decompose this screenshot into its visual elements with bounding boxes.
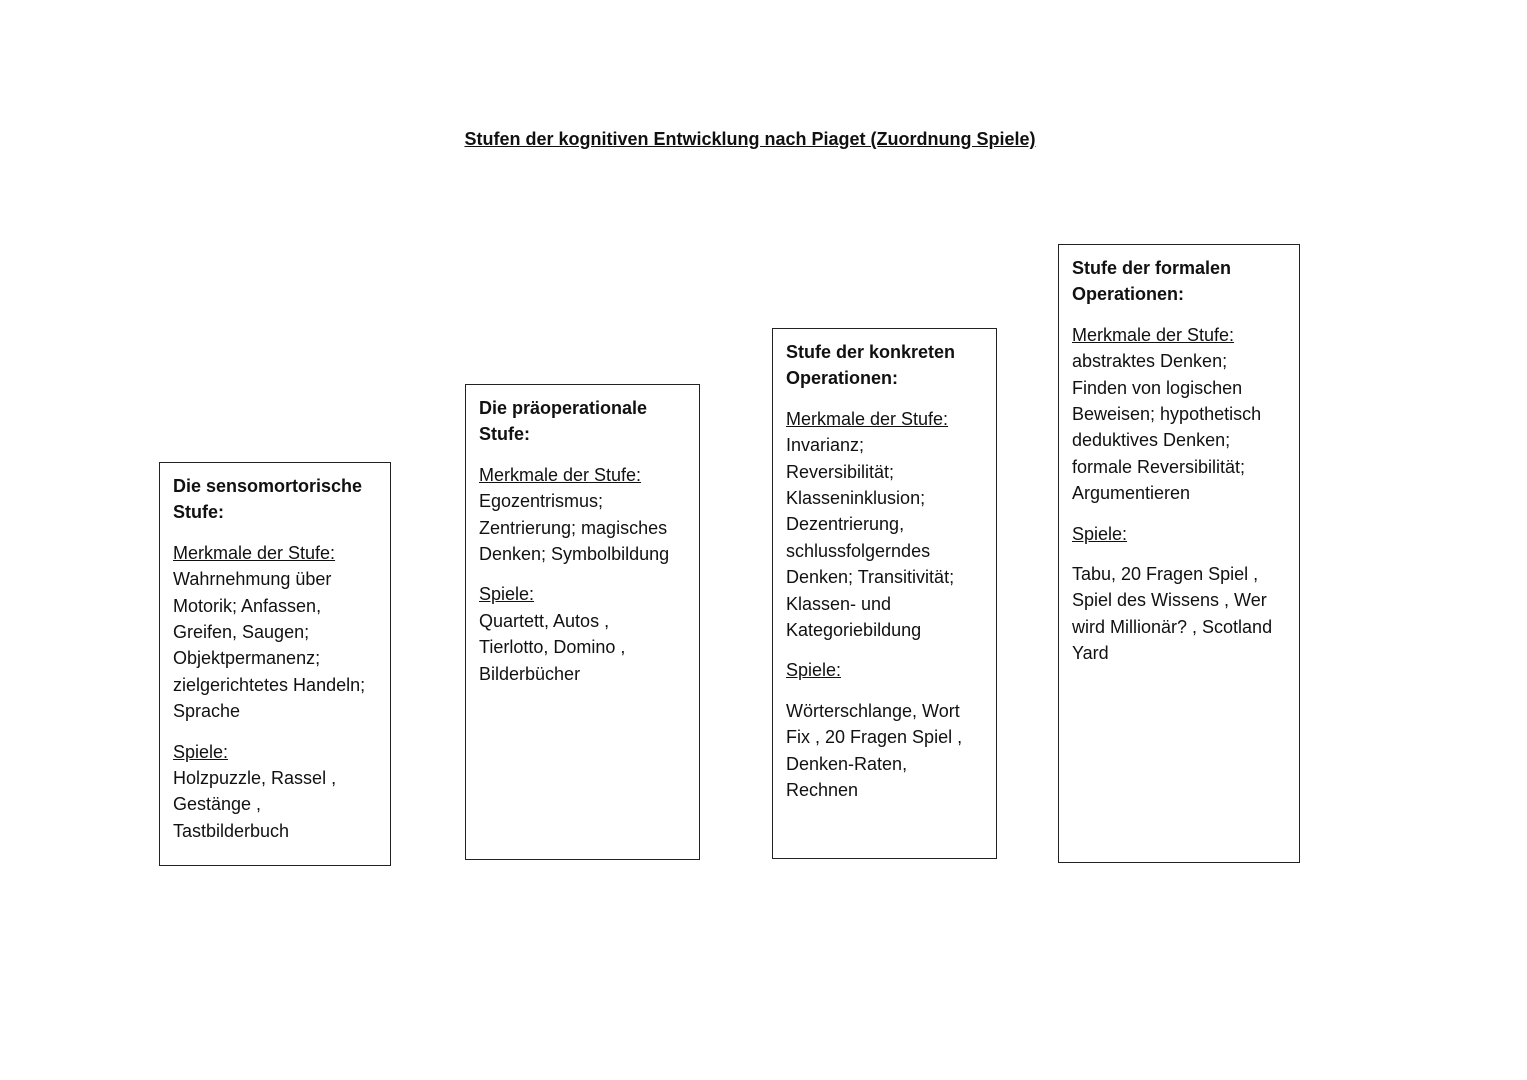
features-line: Klassen- und xyxy=(786,593,892,614)
page-title: Stufen der kognitiven Entwicklung nach Piaget (Zuordnung Spiele) xyxy=(464,129,1036,149)
features-line: abstraktes Denken; xyxy=(1072,351,1228,372)
games-line: wird Millionär? , Scotland xyxy=(1072,616,1273,637)
games-line: Gestänge , xyxy=(173,794,262,815)
games-line: Holzpuzzle, Rassel , xyxy=(173,768,337,789)
features-line: Klasseninklusion; xyxy=(786,488,926,509)
stage-heading-line: Operationen: xyxy=(786,368,899,389)
features-line: Denken; Transitivität; xyxy=(786,567,955,588)
stage-heading xyxy=(173,473,377,526)
features-label: Merkmale der Stufe: xyxy=(479,464,642,485)
games-line: Tabu, 20 Fragen Spiel , xyxy=(1072,564,1259,585)
features-text xyxy=(786,432,983,643)
stage-box-preoperational xyxy=(465,384,700,860)
features-label: Merkmale der Stufe: xyxy=(786,408,949,429)
features-line: deduktives Denken; xyxy=(1072,430,1231,451)
games-text xyxy=(173,765,377,844)
stage-heading xyxy=(786,339,983,392)
features-text xyxy=(479,488,686,567)
games-line: Fix , 20 Fragen Spiel , xyxy=(786,727,963,748)
games-line: Tierlotto, Domino , xyxy=(479,637,626,658)
features-label: Merkmale der Stufe: xyxy=(1072,324,1235,345)
stage-heading-line: Operationen: xyxy=(1072,284,1185,305)
games-text xyxy=(479,608,686,687)
spacer xyxy=(786,684,983,698)
features-line: Greifen, Saugen; xyxy=(173,622,310,643)
features-line: Objektpermanenz; xyxy=(173,648,321,669)
features-line: formale Reversibilität; xyxy=(1072,456,1246,477)
games-line: Denken-Raten, xyxy=(786,753,908,774)
features-label: Merkmale der Stufe: xyxy=(173,542,336,563)
games-line: Tastbilderbuch xyxy=(173,820,290,841)
stage-heading-line: Stufe: xyxy=(479,424,530,445)
games-text xyxy=(786,698,983,804)
stage-box-concrete-operations xyxy=(772,328,997,859)
games-line: Quartett, Autos , xyxy=(479,610,610,631)
stage-heading-line: Stufe der konkreten xyxy=(786,342,956,362)
games-label: Spiele: xyxy=(786,660,842,681)
features-line: Egozentrismus; xyxy=(479,491,604,512)
stage-heading-line: Stufe der formalen xyxy=(1072,258,1232,278)
features-line: Argumentieren xyxy=(1072,483,1191,504)
features-line: Beweisen; hypothetisch xyxy=(1072,404,1262,425)
features-line: Reversibilität; xyxy=(786,461,895,482)
games-line: Wörterschlange, Wort xyxy=(786,700,960,721)
stage-heading-line: Die sensomortorische xyxy=(173,476,363,496)
spacer xyxy=(1072,547,1286,561)
games-line: Spiel des Wissens , Wer xyxy=(1072,590,1267,611)
stage-heading xyxy=(479,395,686,448)
features-line: Sprache xyxy=(173,701,241,722)
features-line: Wahrnehmung über xyxy=(173,569,332,590)
features-text xyxy=(1072,348,1286,506)
features-line: Invarianz; xyxy=(786,435,865,456)
features-text xyxy=(173,566,377,724)
games-line: Yard xyxy=(1072,643,1109,664)
games-line: Rechnen xyxy=(786,780,859,801)
features-line: Zentrierung; magisches xyxy=(479,517,668,538)
stage-box-sensomotoric xyxy=(159,462,391,866)
stage-heading xyxy=(1072,255,1286,308)
games-text xyxy=(1072,561,1286,667)
features-line: Denken; Symbolbildung xyxy=(479,544,670,565)
stage-heading-line: Stufe: xyxy=(173,502,224,523)
features-line: zielgerichtetes Handeln; xyxy=(173,674,366,695)
features-line: schlussfolgerndes xyxy=(786,540,931,561)
features-line: Kategoriebildung xyxy=(786,620,922,641)
games-label: Spiele: xyxy=(1072,523,1128,544)
stage-heading-line: Die präoperationale xyxy=(479,398,648,418)
games-label: Spiele: xyxy=(479,584,535,605)
games-line: Bilderbücher xyxy=(479,663,581,684)
games-label: Spiele: xyxy=(173,741,229,762)
features-line: Dezentrierung, xyxy=(786,514,905,535)
features-line: Motorik; Anfassen, xyxy=(173,595,322,616)
stage-box-formal-operations xyxy=(1058,244,1300,863)
features-line: Finden von logischen xyxy=(1072,377,1243,398)
